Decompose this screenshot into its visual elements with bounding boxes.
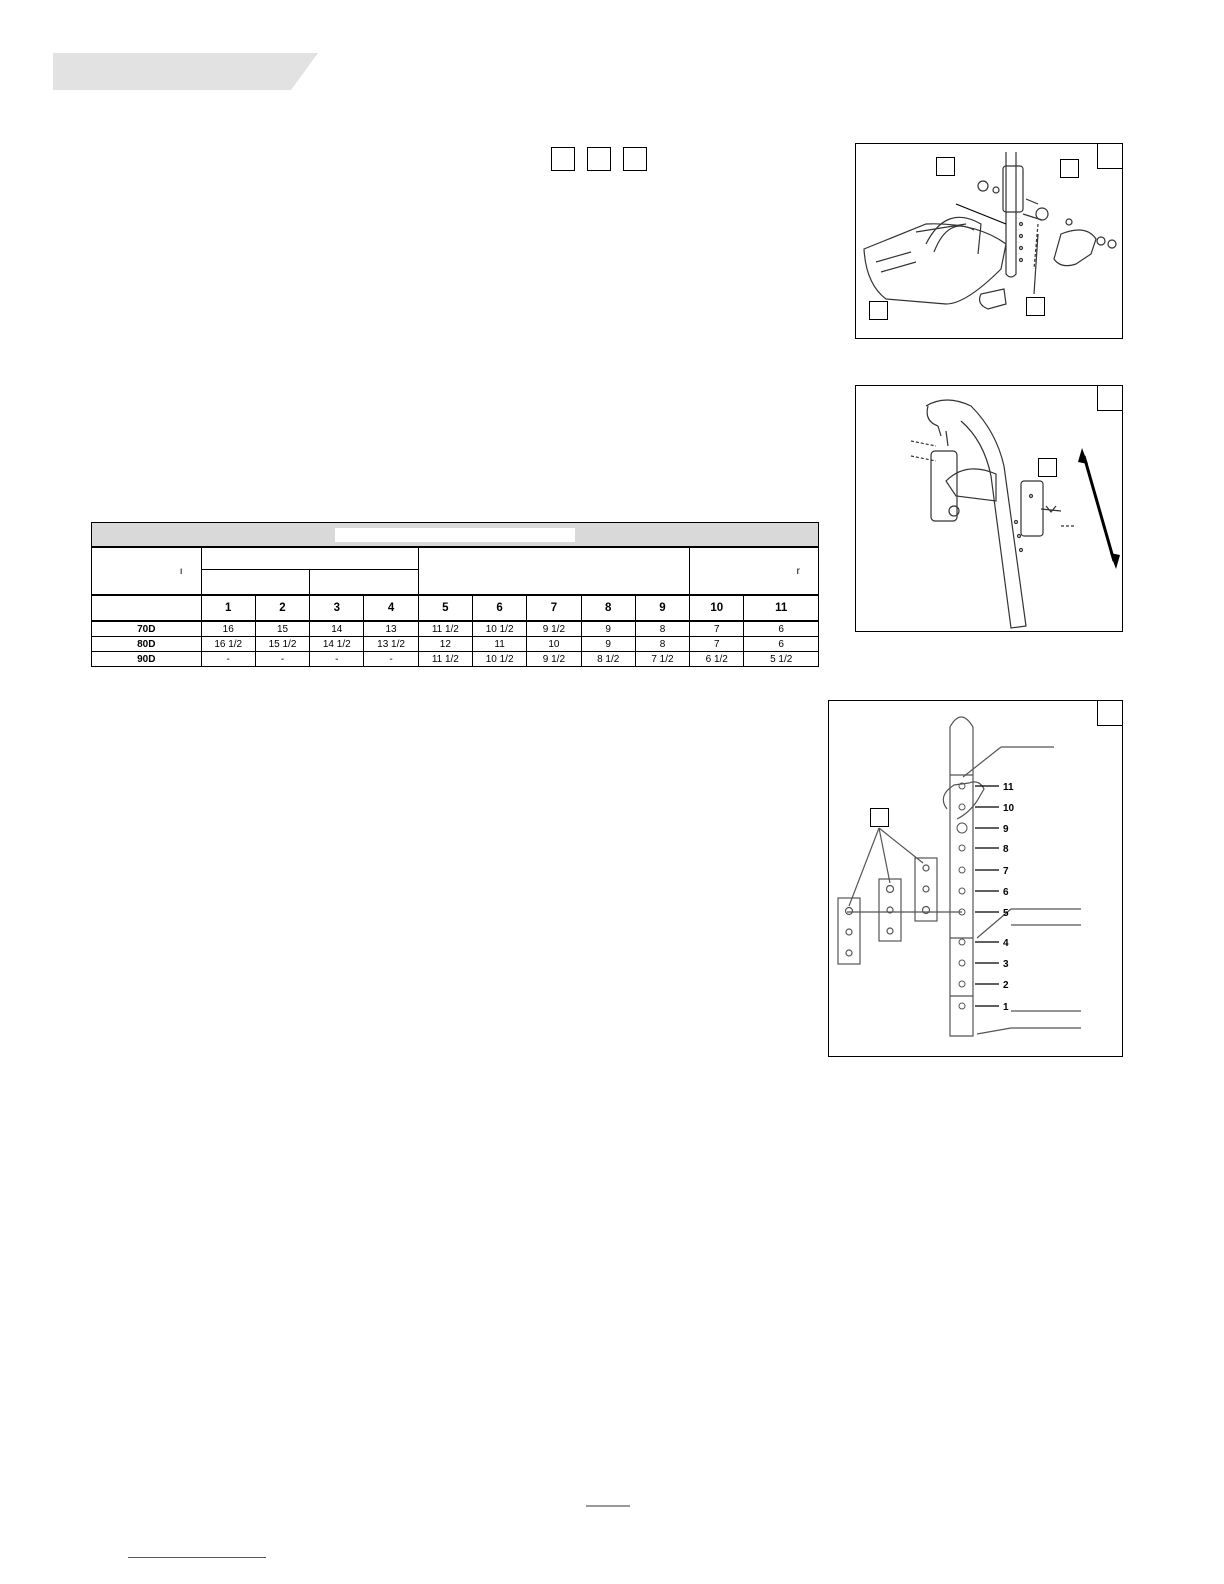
table-cell: 12	[418, 637, 472, 652]
table-cell: 16 1/2	[201, 637, 255, 652]
table-row	[92, 652, 819, 667]
table-title-placeholder	[335, 528, 575, 542]
column-number: 5	[418, 595, 472, 621]
hole-label: 9	[1003, 824, 1009, 835]
column-number: 7	[527, 595, 581, 621]
table-header-cell: r	[690, 547, 819, 595]
table-cell: 11	[472, 637, 526, 652]
footplate-assembly-figure	[855, 143, 1123, 339]
hanger-tube-figure	[855, 385, 1123, 632]
table-cell: 9	[581, 621, 635, 637]
column-number: 6	[472, 595, 526, 621]
table-cell: 13	[364, 621, 418, 637]
table-title-bar	[92, 523, 819, 548]
column-number: 11	[744, 595, 819, 621]
figure-reference-box	[587, 147, 611, 171]
table-cell: 14	[310, 621, 364, 637]
table-row	[92, 637, 819, 652]
table-cell: 15 1/2	[255, 637, 309, 652]
hole-label: 8	[1003, 844, 1009, 855]
hole-position-illustration	[829, 701, 1121, 1055]
table-cell: 10 1/2	[472, 652, 526, 667]
footplate-illustration	[856, 144, 1121, 337]
table-cell: -	[310, 652, 364, 667]
table-cell: 6	[744, 637, 819, 652]
section-tab-banner	[53, 53, 318, 90]
table-cell: 7 1/2	[635, 652, 689, 667]
column-number: 8	[581, 595, 635, 621]
table-cell: 9 1/2	[527, 621, 581, 637]
column-number: 10	[690, 595, 744, 621]
table-cell: 11 1/2	[418, 652, 472, 667]
hole-label: 5	[1003, 908, 1009, 919]
table-cell: 14 1/2	[310, 637, 364, 652]
hole-label: 10	[1003, 803, 1015, 814]
footrest-length-table	[91, 522, 819, 667]
column-number: 4	[364, 595, 418, 621]
hole-position-figure	[828, 700, 1123, 1057]
row-label: 90D	[92, 652, 202, 667]
column-number: 1	[201, 595, 255, 621]
row-label: 80D	[92, 637, 202, 652]
table-cell: 9	[581, 637, 635, 652]
hole-label: 6	[1003, 887, 1009, 898]
hanger-tube-illustration	[856, 386, 1121, 630]
table-cell: 6	[744, 621, 819, 637]
table-header-cell	[92, 595, 202, 621]
hole-label: 3	[1003, 959, 1009, 970]
table-header-cell: ı	[92, 547, 202, 595]
hole-label: 4	[1003, 938, 1009, 949]
table-cell: 8 1/2	[581, 652, 635, 667]
table-cell: 7	[690, 621, 744, 637]
table-cell: -	[255, 652, 309, 667]
column-number: 2	[255, 595, 309, 621]
hole-label: 11	[1003, 782, 1014, 793]
table-cell: -	[201, 652, 255, 667]
column-number: 9	[635, 595, 689, 621]
table-cell: -	[364, 652, 418, 667]
hole-label: 1	[1003, 1002, 1009, 1013]
column-number: 3	[310, 595, 364, 621]
figure-reference-box	[551, 147, 575, 171]
footer-link-underline[interactable]	[128, 1557, 266, 1558]
table-cell: 7	[690, 637, 744, 652]
hole-label: 2	[1003, 980, 1009, 991]
table-cell: 11 1/2	[418, 621, 472, 637]
row-label: 70D	[92, 621, 202, 637]
figure-reference-box	[623, 147, 647, 171]
table-header-cell	[201, 547, 418, 570]
table-cell: 15	[255, 621, 309, 637]
table-cell: 8	[635, 637, 689, 652]
hole-label: 7	[1003, 866, 1009, 877]
table-row	[92, 621, 819, 637]
table-header-cell	[201, 570, 310, 596]
page-number-rule	[586, 1505, 630, 1507]
table-cell: 10	[527, 637, 581, 652]
table-cell: 16	[201, 621, 255, 637]
table-cell: 10 1/2	[472, 621, 526, 637]
table-column-numbers-row	[92, 595, 819, 621]
table-cell: 13 1/2	[364, 637, 418, 652]
table-cell: 8	[635, 621, 689, 637]
table-header-cell	[310, 570, 419, 596]
table-header-cell	[418, 547, 689, 595]
table-cell: 5 1/2	[744, 652, 819, 667]
table-cell: 9 1/2	[527, 652, 581, 667]
table-cell: 6 1/2	[690, 652, 744, 667]
